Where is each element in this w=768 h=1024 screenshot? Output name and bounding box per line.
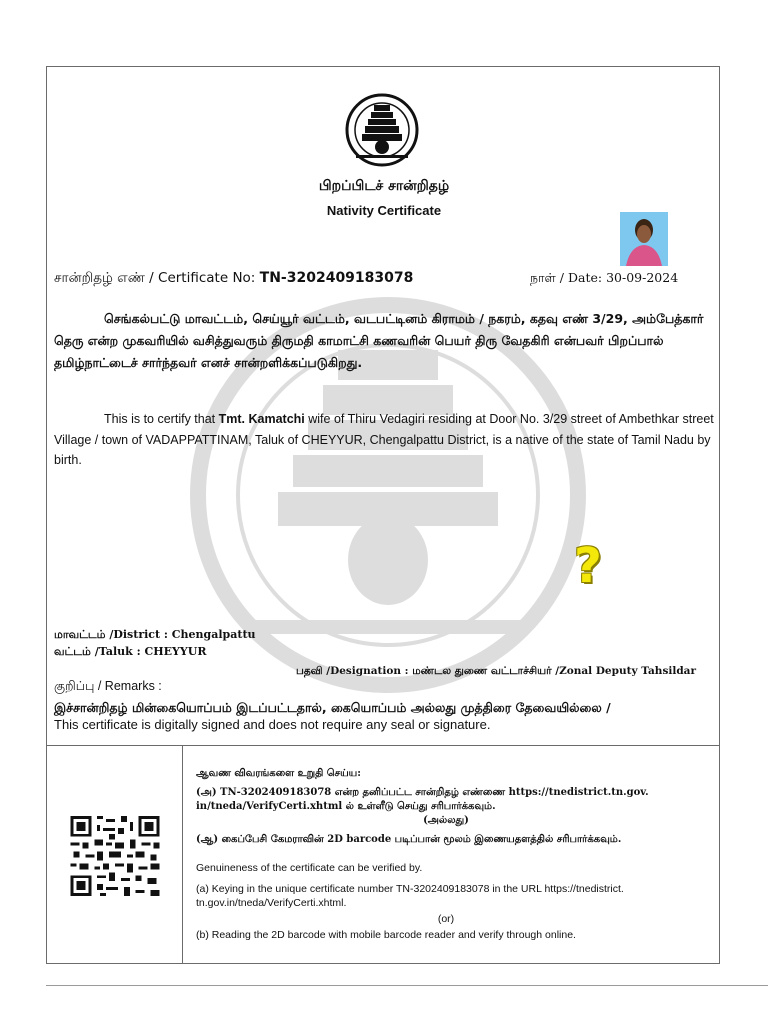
title-english: Nativity Certificate — [326, 203, 442, 218]
taluk-line: வட்டம் /Taluk : CHEYYUR — [54, 645, 207, 658]
district-line: மாவட்டம் /District : Chengalpattu — [54, 628, 256, 641]
digital-sign-note-tamil: இச்சான்றிதழ் மின்கையொப்பம் இடப்பட்டதால், கையொப்பம் அல்லது முத்திரை தேவையில்லை / — [54, 700, 611, 715]
body-english — [54, 409, 714, 471]
question-mark-overlay: ? — [574, 538, 602, 594]
title-tamil: பிறப்பிடச் சான்றிதழ் — [318, 178, 450, 194]
verify-a-english-2: tn.gov.in/tneda/VerifyCerti.xhtml. — [196, 897, 347, 909]
verify-or-english: (or) — [437, 913, 455, 925]
tamil-nadu-emblem-icon — [334, 93, 430, 167]
designation-line: பதவி /Designation : மண்டல துணை வட்டாச்சியர் /Zonal Deputy Tahsildar — [296, 665, 697, 677]
body-english-pre: This is to certify that — [104, 412, 219, 426]
applicant-photo — [620, 212, 668, 266]
verify-heading-tamil: ஆவண விவரங்களை உறுதி செய்ய: — [196, 768, 361, 779]
body-english-post: wife of Thiru Vedagiri residing at Door No. 3/29 street of Ambethkar street Village / town of VADAPPATTINAM, Taluk of CHEYYUR, Chengalpattu District, is a native of the state of Tamil Nadu by birth. — [54, 412, 714, 467]
qr-code-icon[interactable] — [70, 816, 160, 896]
remarks-label: குறிப்பு / Remarks : — [54, 679, 162, 693]
date-label: நாள் / Date: — [530, 270, 603, 285]
verify-a-english-1: (a) Keying in the unique certificate number TN-3202409183078 in the URL https://tnedistrict. — [196, 883, 624, 895]
certificate-number-label: சான்றிதழ் எண் / Certificate No: — [54, 270, 256, 286]
certificate-date — [530, 270, 678, 287]
digital-sign-note-english: This certificate is digitally signed and does not require any seal or signature. — [54, 717, 491, 732]
verify-heading-english: Genuineness of the certificate can be verified by. — [196, 862, 423, 874]
holder-name: Tmt. Kamatchi — [218, 412, 305, 426]
certificate-number — [54, 270, 413, 288]
verify-a-tamil-1: (அ) TN-3202409183078 என்ற தனிப்பட்ட சான்றிதழ் எண்ணை https://tnedistrict.tn.gov. — [196, 787, 649, 798]
verify-or-tamil: (அல்லது) — [423, 815, 469, 826]
qr-divider — [182, 745, 183, 964]
page-footer-rule — [46, 985, 768, 986]
body-tamil: செங்கல்பட்டு மாவட்டம், செய்யூர் வட்டம், வடபட்டினம் கிராமம் / நகரம், கதவு எண் 3/29, அம்பேத்கார் தெரு என்ற முகவரியில் வசித்துவரும் திருமதி காமாட்சி கணவரின் பெயர் திரு வேதகிரி என்பவர் பிறப்பால் தமிழ்நாட்டைச் சார்ந்தவர் எனச் சான்றளிக்கப்படுகிறது. — [54, 311, 704, 370]
certificate-number-value: TN-3202409183078 — [259, 270, 414, 286]
verify-b-english: (b) Reading the 2D barcode with mobile barcode reader and verify through online. — [196, 929, 576, 941]
date-value: 30-09-2024 — [606, 270, 679, 285]
verify-a-tamil-2: in/tneda/VerifyCerti.xhtml ல் உள்ளீடு செய்து சரிபார்க்கவும். — [196, 801, 496, 812]
verify-b-tamil: (ஆ) கைப்பேசி கேமராவின் 2D barcode படிப்பான் மூலம் இணையதளத்தில் சரிபார்க்கவும். — [196, 834, 622, 845]
section-divider — [46, 745, 720, 746]
